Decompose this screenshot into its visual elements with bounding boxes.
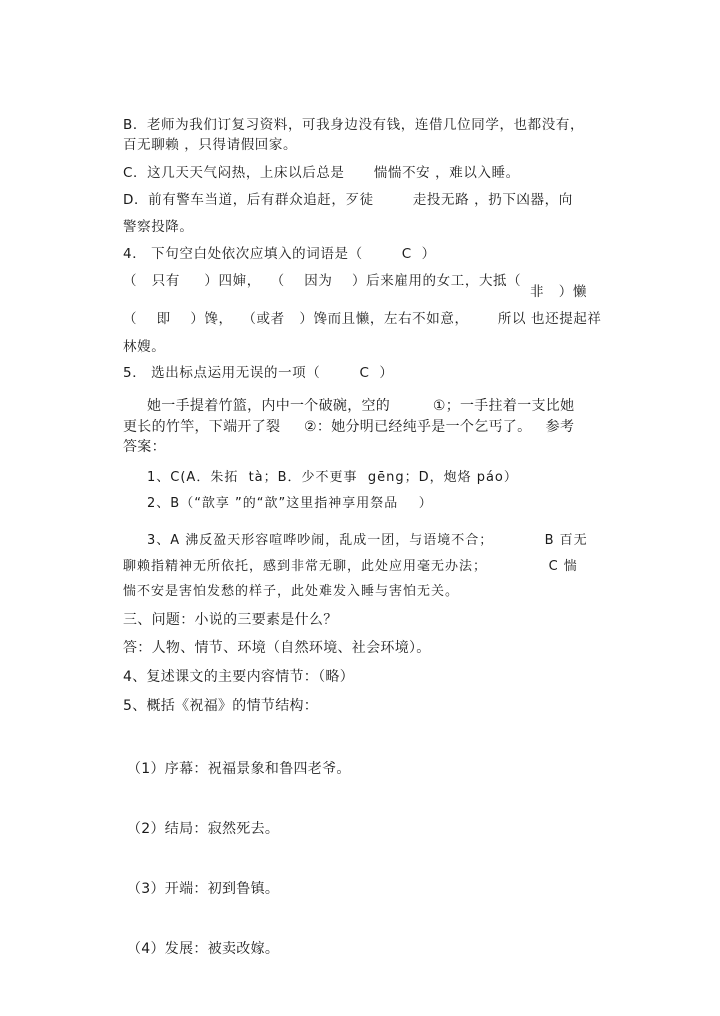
- text-line: 2、B（“歆享 ”的“歆”这里指神享用祭品 ）: [147, 496, 433, 511]
- text-line: 三、问题：小说的三要素是什么？: [123, 612, 338, 628]
- text-line: B．老师为我们订复习资料，可我身边没有钱，连借几位同学，也都没有，: [123, 117, 585, 133]
- text-line: 林嫂。: [123, 339, 166, 355]
- text-line: 5、概括《祝福》的情节结构：: [123, 698, 319, 714]
- text-line: （4）发展：被卖改嫁。: [127, 941, 280, 957]
- text-line: （ 即 ）馋， （或者 ）馋而且懒，左右不如意， 所以 也还提起祥: [123, 311, 602, 327]
- text-line: 5． 选出标点运用无误的一项（ C ）: [123, 365, 394, 381]
- text-line: 百无聊赖 ，只得请假回家。: [123, 137, 298, 153]
- text-line: 更长的竹竿，下端开了裂 ②：她分明已经纯乎是一个乞丐了。 参考: [123, 419, 575, 435]
- text-line: 惴不安是害怕发愁的样子，此处难发入睡与害怕无关。: [123, 584, 460, 599]
- text-line: D．前有警车当道，后有群众追赶，歹徒 走投无路 ，扔下凶器，向: [123, 192, 573, 208]
- text-line: 3、A 沸反盈天形容喧哗吵闹，乱成一团，与语境不合； B 百无: [147, 533, 588, 548]
- text-line: 1、C(A．朱拓 tà；B．少不更事 gēng；D，炮烙 páo）: [147, 470, 518, 485]
- text-line: （2）结局：寂然死去。: [127, 821, 280, 837]
- text-line: 警察投降。: [123, 219, 194, 235]
- text-line: 答：人物、情节、环境（自然环境、社会环境）。: [123, 640, 431, 656]
- text-line: （1）序幕：祝福景象和鲁四老爷。: [127, 761, 351, 777]
- text-line: 答案：: [123, 439, 166, 455]
- text-line: （ 只有 ）四婶， （ 因为 ）后来雇用的女工，大抵（: [123, 273, 522, 289]
- text-line: C．这几天天气闷热，上床以后总是 惴惴不安 ，难以入睡。: [123, 165, 520, 181]
- text-line: 4、复述课文的主要内容情节：（略）: [123, 669, 355, 685]
- text-line: 4． 下句空白处依次应填入的词语是（ C ）: [123, 246, 436, 262]
- text-line: （3）开端：初到鲁镇。: [127, 881, 280, 897]
- text-line: 她一手提着竹篮，内中一个破碗，空的 ①；一手拄着一支比她: [147, 398, 575, 414]
- text-line: 聊赖指精神无所依托，感到非常无聊，此处应用毫无办法； C 惴: [123, 559, 578, 574]
- text-line: 非 ）懒: [530, 284, 587, 300]
